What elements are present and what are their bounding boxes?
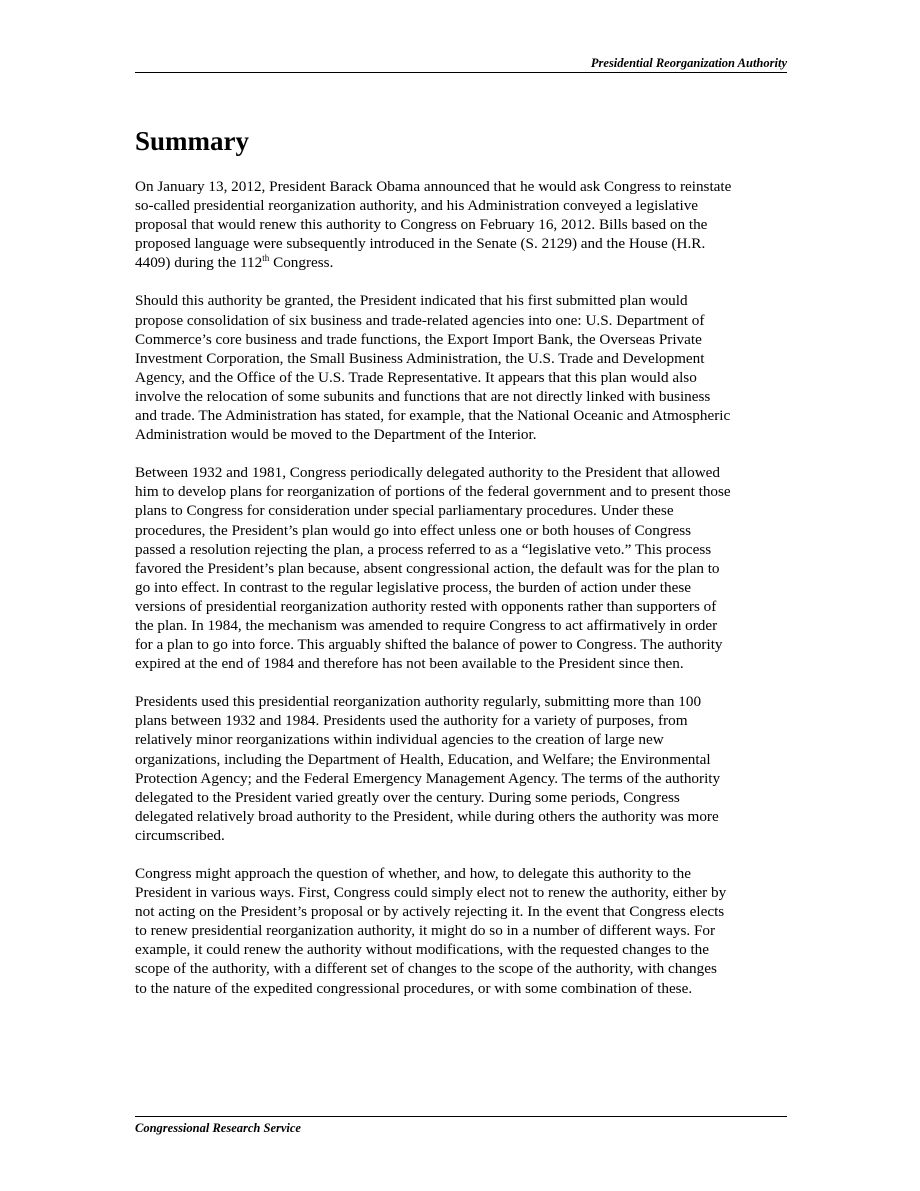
text-line: proposed language were subsequently introduced in the Senate (S. 2129) and the House (H.R.: [135, 235, 706, 253]
text-line: for a plan to go into force. This arguably shifted the balance of power to Congress. The authority: [135, 636, 723, 654]
paragraph-5: [135, 864, 787, 998]
text-line: delegated to the President varied greatly over the century. During some periods, Congress: [135, 788, 680, 806]
text-line: and trade. The Administration has stated, for example, that the National Oceanic and Atmospheric: [135, 407, 731, 425]
text-line: Should this authority be granted, the President indicated that his first submitted plan would: [135, 292, 688, 310]
paragraph-4: [135, 692, 787, 845]
summary-body: [135, 177, 787, 1017]
text-line: plans to Congress for consideration under special parliamentary procedures. Under these: [135, 502, 674, 520]
header-rule: [135, 72, 787, 73]
text-line: to renew presidential reorganization authority, it might do so in a number of different ways. For: [135, 922, 716, 940]
text-line: example, it could renew the authority without modifications, with the requested changes to the: [135, 941, 710, 959]
text-line: to the nature of the expedited congressional procedures, or with some combination of these.: [135, 979, 693, 997]
text-line: relatively minor reorganizations within individual agencies to the creation of large new: [135, 731, 664, 749]
text-line: Congress might approach the question of whether, and how, to delegate this authority to the: [135, 865, 691, 882]
text-line: passed a resolution rejecting the plan, a process referred to as a “legislative veto.” This process: [135, 540, 712, 558]
text-line: go into effect. In contrast to the regular legislative process, the burden of action under these: [135, 578, 691, 596]
text-line: circumscribed.: [135, 826, 225, 844]
text-line: Between 1932 and 1981, Congress periodically delegated authority to the President that allowed: [135, 464, 720, 482]
text-line: expired at the end of 1984 and therefore has not been available to the President since then.: [135, 655, 684, 673]
text-line: favored the President’s plan because, absent congressional action, the default was for the plan to: [135, 559, 720, 577]
paragraph-1: [135, 177, 787, 272]
text-line: proposal that would renew this authority to Congress on February 16, 2012. Bills based on the: [135, 216, 708, 234]
ordinal-suffix: th: [262, 253, 270, 264]
text-fragment: Congress.: [269, 254, 334, 272]
text-line: Commerce’s core business and trade functions, the Export Import Bank, the Overseas Private: [135, 330, 702, 348]
text-line: Protection Agency; and the Federal Emergency Management Agency. The terms of the authority: [135, 769, 721, 787]
text-line: not acting on the President’s proposal or by actively rejecting it. In the event that Congress elects: [135, 903, 725, 921]
text-line: Agency, and the Office of the U.S. Trade Representative. It appears that this plan would also: [135, 368, 697, 386]
page-title: Summary: [135, 126, 249, 156]
text-line: organizations, including the Department of Health, Education, and Welfare; the Environmental: [135, 750, 711, 768]
text-line: him to develop plans for reorganization of portions of the federal government and to present those: [135, 483, 731, 501]
text-line: Investment Corporation, the Small Business Administration, the U.S. Trade and Development: [135, 349, 705, 367]
text-line: Administration would be moved to the Department of the Interior.: [135, 426, 537, 444]
text-line: On January 13, 2012, President Barack Obama announced that he would ask Congress to reinstate: [135, 178, 732, 195]
text-line: scope of the authority, with a different set of changes to the scope of the authority, with changes: [135, 960, 717, 978]
text-line: procedures, the President’s plan would go into effect unless one or both houses of Congress: [135, 521, 692, 539]
text-line: versions of presidential reorganization authority rested with opponents rather than supporters of: [135, 597, 717, 615]
text-line: plans between 1932 and 1984. Presidents used the authority for a variety of purposes, from: [135, 712, 688, 730]
text-line: propose consolidation of six business and trade-related agencies into one: U.S. Department of: [135, 311, 705, 329]
text-line: the plan. In 1984, the mechanism was amended to require Congress to act affirmatively in order: [135, 616, 718, 634]
text-line: Presidents used this presidential reorganization authority regularly, submitting more than 100: [135, 693, 702, 711]
running-header: Presidential Reorganization Authority: [590, 56, 787, 70]
text-line: involve the relocation of some subunits and functions that are not directly linked with business: [135, 387, 711, 405]
paragraph-3: [135, 463, 787, 673]
text-line: delegated relatively broad authority to the President, while during others the authority was more: [135, 807, 719, 825]
text-line: President in various ways. First, Congress could simply elect not to renew the authority, either by: [135, 884, 727, 902]
paragraph-2: [135, 291, 787, 444]
running-footer: Congressional Research Service: [135, 1121, 301, 1135]
text-line: so-called presidential reorganization authority, and his Administration conveyed a legislative: [135, 197, 699, 215]
text-fragment: 4409) during the 112: [135, 254, 263, 272]
footer-rule: [135, 1116, 787, 1117]
text-line: [135, 253, 787, 272]
